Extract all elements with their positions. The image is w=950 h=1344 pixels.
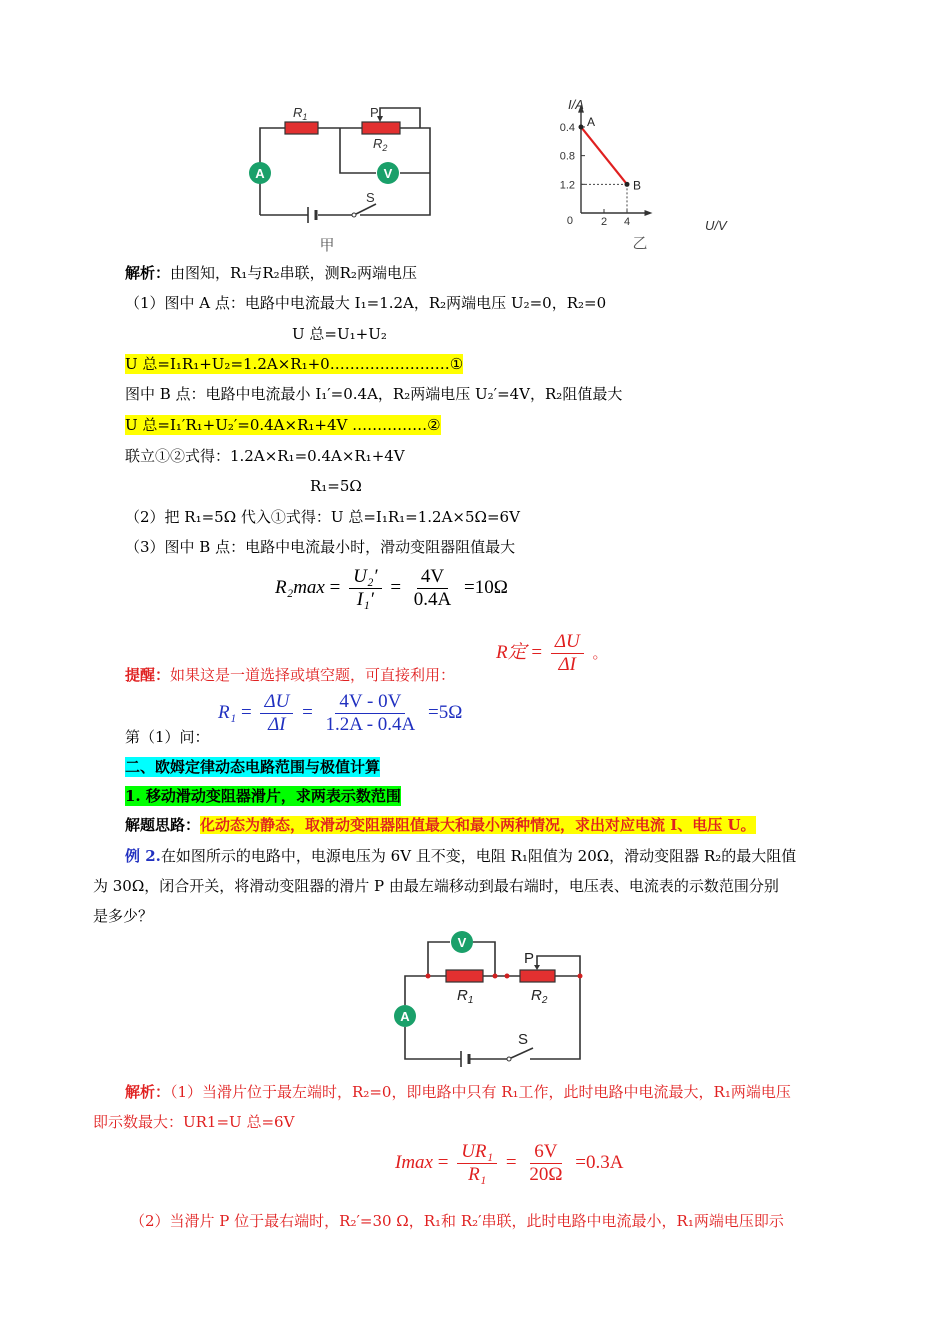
solution2-line1: 解析：（1）当滑片位于最左端时，R₂=0，即电路中只有 R₁工作，此时电路中电流最大，R₁两端电压 bbox=[125, 1083, 791, 1101]
circuit-diagram-example2 bbox=[385, 930, 595, 1070]
svg-text:A: A bbox=[400, 1009, 410, 1024]
section-subheading: 1. 移动滑动变阻器滑片，求两表示数范围 bbox=[125, 787, 401, 805]
y-axis-label: I/A bbox=[568, 97, 584, 112]
solution-idea: 解题思路：化动态为静态，取滑动变阻器阻值最大和最小两种情况，求出对应电流 I、电压 U。 bbox=[125, 816, 756, 834]
solution2-line3: （2）当滑片 P 位于最右端时，R₂′=30 Ω，R₁和 R₂′串联，此时电路中电流最小，R₁两端电压即示 bbox=[130, 1212, 784, 1230]
solution-line-0: 解析：由图知，R₁与R₂串联，测R₂两端电压 bbox=[125, 264, 417, 282]
example2-line3: 是多少？ bbox=[93, 907, 154, 925]
svg-text:V: V bbox=[383, 166, 393, 181]
point-label-b: B bbox=[633, 178, 642, 193]
solution-line-6: 联立①②式得：1.2A×R₁=0.4A×R₁+4V bbox=[125, 447, 405, 465]
solution-line-1: （1）图中 A 点：电路中电流最大 I₁=1.2A，R₂两端电压 U₂=0，R₂=0 bbox=[125, 294, 607, 312]
x-tick-label: 2 bbox=[600, 216, 608, 228]
svg-text:P: P bbox=[370, 105, 379, 120]
resistor-r2-symbol bbox=[520, 970, 555, 982]
resistor-r1-symbol bbox=[285, 122, 318, 134]
solution2-line2: 即示数最大：UR1=U 总=6V bbox=[93, 1113, 295, 1131]
svg-text:R1: $R_1$ bbox=[457, 987, 474, 1006]
x-axis-label: U/V bbox=[705, 218, 727, 233]
svg-text:R1: $R_1$ bbox=[293, 105, 308, 122]
resistor-r2-symbol bbox=[362, 122, 400, 134]
svg-text:V: V bbox=[457, 935, 467, 950]
solution-line-5: U 总=I₁′R₁+U₂′=0.4A×R₁+4V ……………② bbox=[125, 416, 441, 434]
y-tick-label: 1.2 bbox=[559, 179, 575, 192]
point-label-a: A bbox=[587, 114, 596, 129]
series-line-ab bbox=[581, 127, 627, 184]
svg-text:R2: $R_2$ bbox=[531, 987, 548, 1006]
x-axis-arrow bbox=[645, 210, 653, 216]
section-heading: 二、欧姆定律动态电路范围与极值计算 bbox=[125, 758, 381, 776]
svg-text:R2: $R_2$ bbox=[373, 136, 388, 153]
q1-formula: R₁ = $\frac{\Delta U}{\Delta I}$ = $\frac{4V - 0V}{1.2A - 0.4A}$ =5Ω bbox=[218, 691, 463, 735]
svg-text:A: A bbox=[255, 166, 265, 181]
graph-caption: 乙 bbox=[632, 235, 648, 252]
solution-line-3: U 总=I₁R₁+U₂=1.2A×R₁+0……………………① bbox=[125, 355, 464, 373]
circuit-diagram-jia bbox=[240, 100, 440, 260]
solution-line-9: （3）图中 B 点：电路中电流最小时，滑动变阻器阻值最大 bbox=[125, 538, 516, 556]
iu-graph-yi bbox=[548, 96, 748, 256]
solution-line-7: R₁=5Ω bbox=[310, 477, 362, 495]
q1-lead: 第（1）问： bbox=[125, 728, 210, 746]
point-b bbox=[625, 182, 630, 187]
solution-line-2: U 总=U₁+U₂ bbox=[292, 325, 387, 343]
point-a bbox=[579, 124, 584, 129]
svg-text:甲: 甲 bbox=[319, 237, 335, 254]
svg-text:P: P bbox=[524, 950, 535, 967]
svg-text:S: S bbox=[366, 190, 375, 205]
tip-line: 提醒：如果这是一道选择或填空题，可直接利用： bbox=[125, 666, 456, 684]
solution-line-4: 图中 B 点：电路中电流最小 I₁′=0.4A，R₂两端电压 U₂′=4V，R₂阻值最大 bbox=[125, 385, 623, 403]
equation-imax: Imax = $\frac{\text{UR₁}}{\text{R₁}}$ = $\frac{6V}{20\Omega}$ =0.3A bbox=[395, 1141, 624, 1185]
svg-text:S: S bbox=[518, 1031, 529, 1048]
example2-line2: 为 30Ω，闭合开关，将滑动变阻器的滑片 P 由最左端移动到最右端时，电压表、电流表的示数范围分别 bbox=[93, 877, 779, 895]
y-tick-label: 0.8 bbox=[559, 150, 575, 163]
equation-r2max: R₂max = $\frac{\text{U₂′}}{\text{I₁′}}$ = $\frac{4V}{0.4A}$ =10Ω bbox=[275, 566, 508, 610]
x-tick-label: 4 bbox=[623, 216, 631, 228]
solution-line-8: （2）把 R₁=5Ω 代入①式得：U 总=I₁R₁=1.2A×5Ω=6V bbox=[125, 508, 520, 526]
tip-formula: R定 = $\frac{\Delta U}{\Delta I}$ 。 bbox=[496, 631, 608, 675]
origin-label: 0 bbox=[566, 215, 573, 227]
example2-line1: 例 2.在如图所示的电路中，电源电压为 6V 且不变，电阻 R₁阻值为 20Ω，滑动变阻器 R₂的最大阻值 bbox=[125, 847, 797, 865]
y-tick-label: 0.4 bbox=[559, 121, 575, 134]
resistor-r1-symbol bbox=[446, 970, 483, 982]
